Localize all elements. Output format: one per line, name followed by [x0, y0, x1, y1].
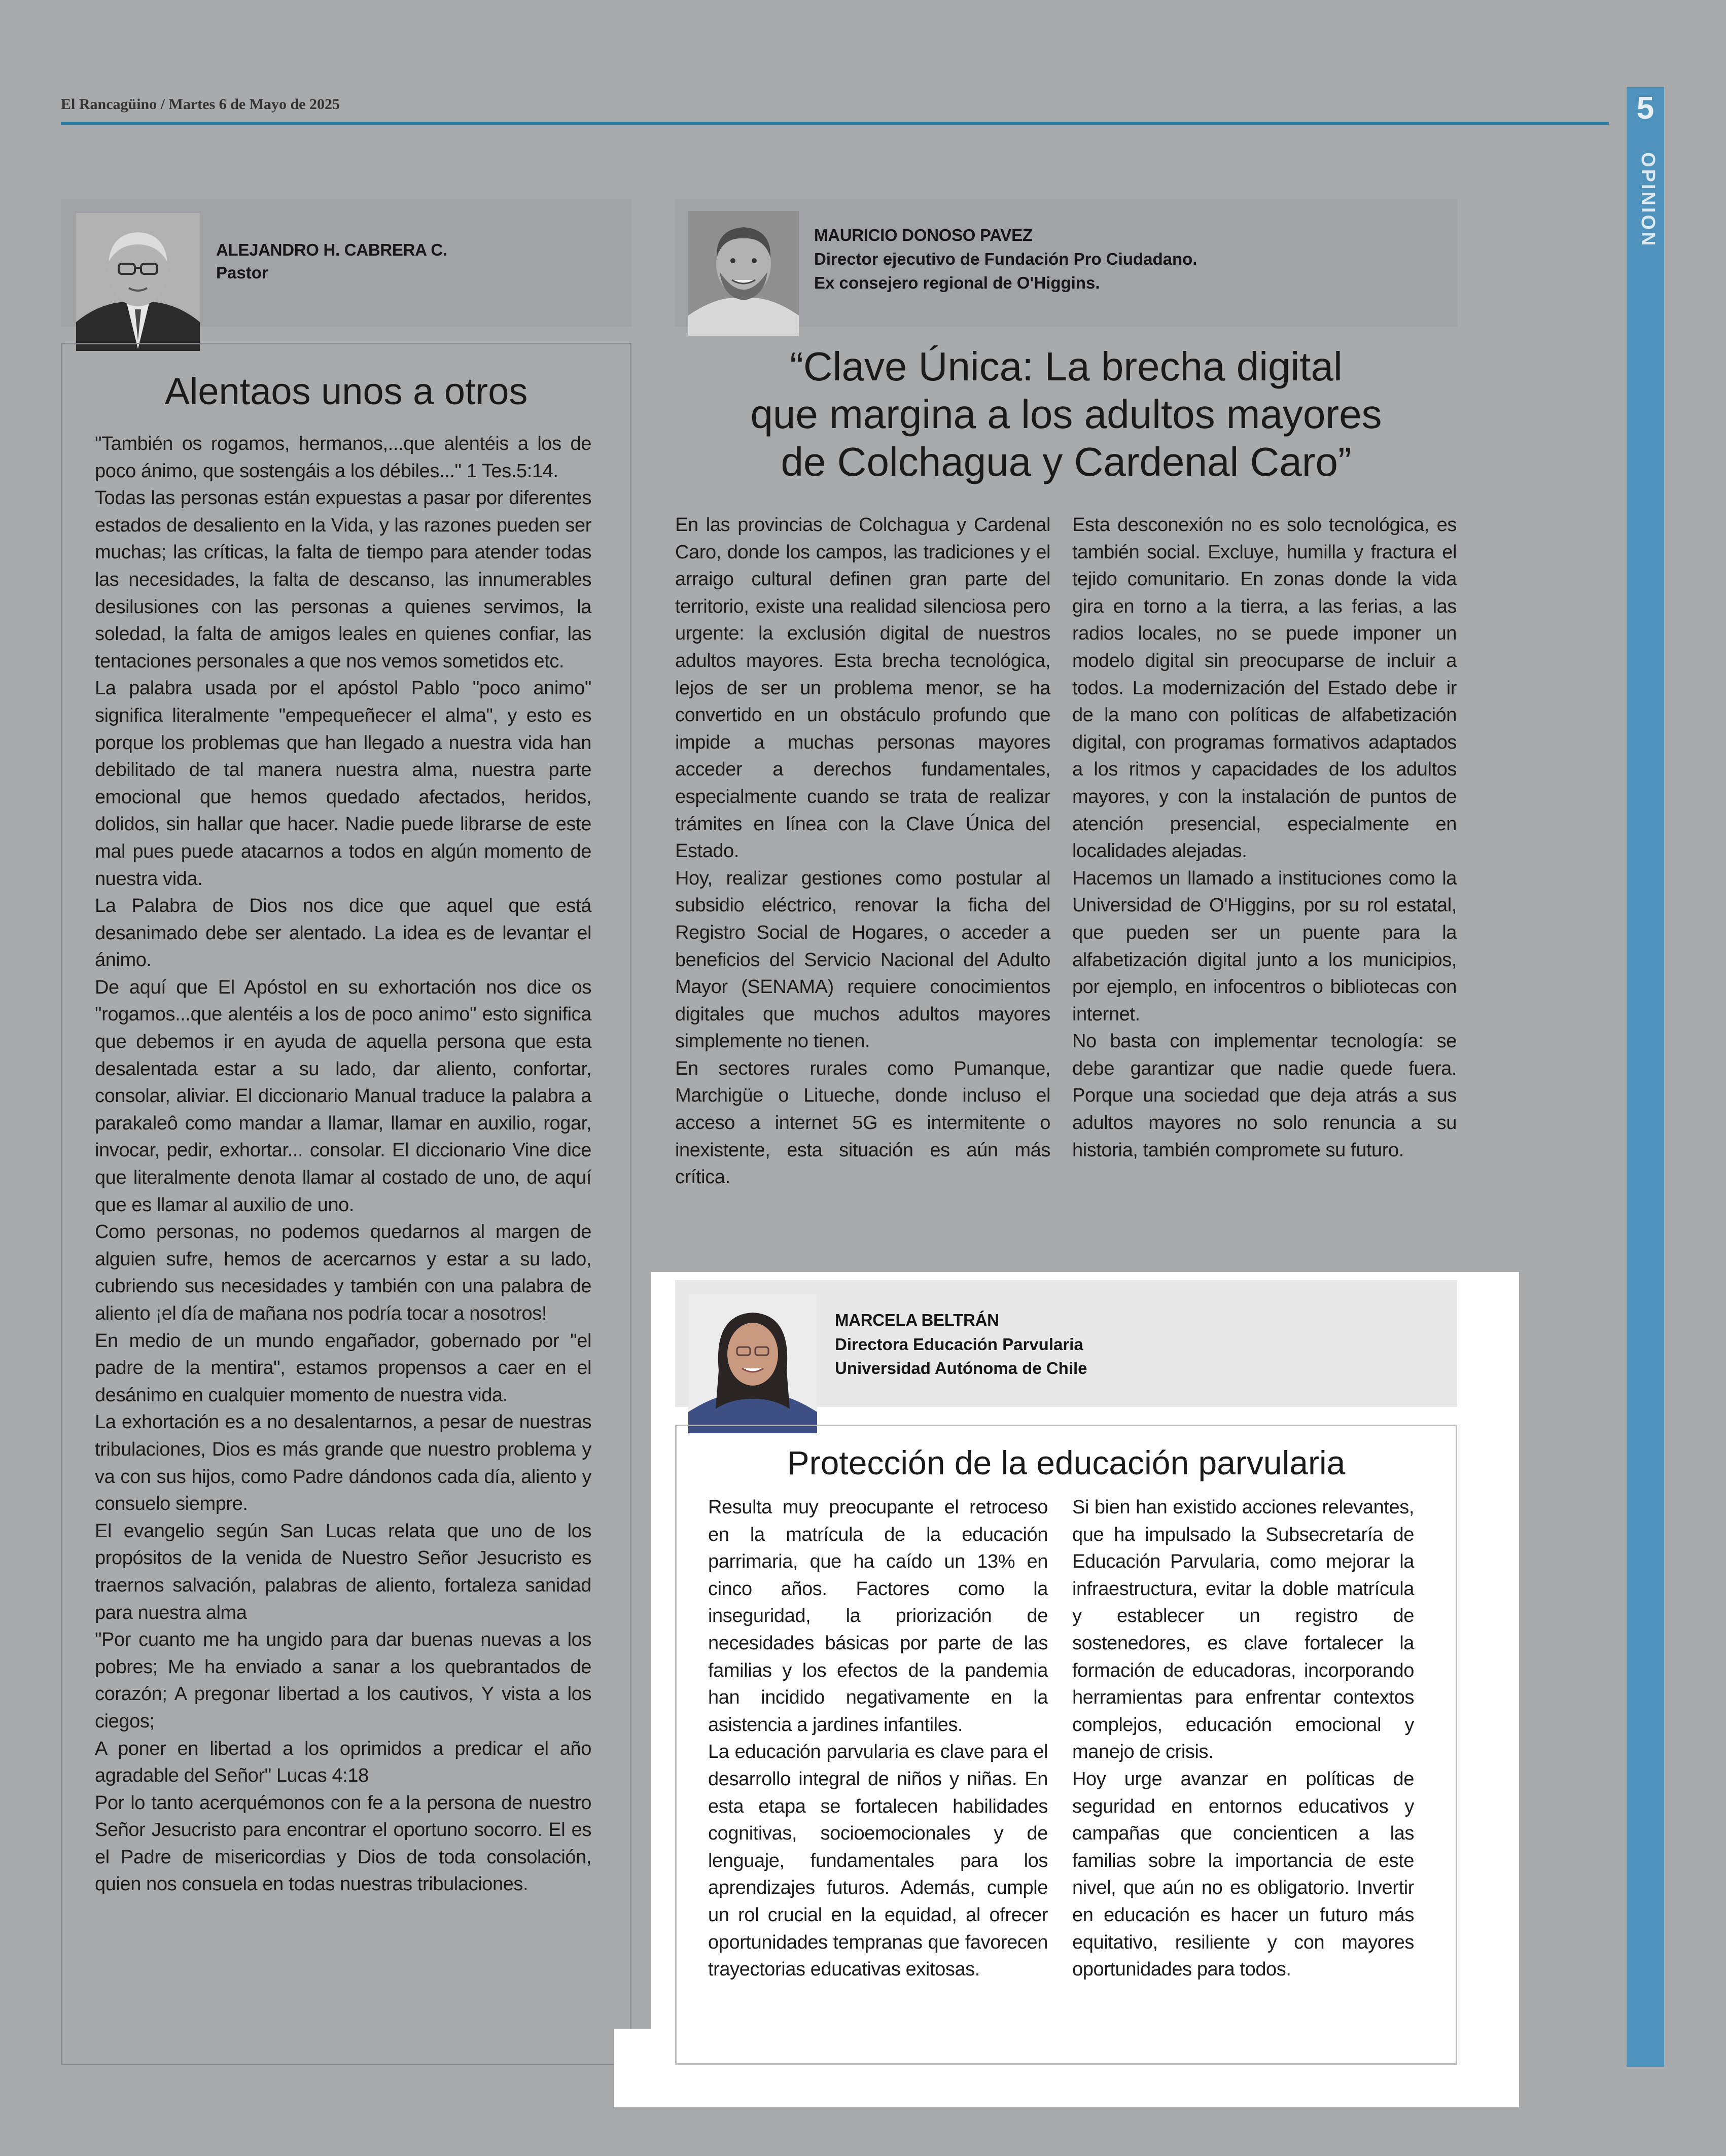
title-line: que margina a los adultos mayores — [750, 392, 1382, 437]
article-body-cabrera — [95, 431, 591, 1898]
author-name-beltran: MARCELA BELTRÁN — [835, 1311, 999, 1329]
paragraph: Resulta muy preocupante el retroceso en la matrícula de la educación parrimaria, que ha caído un 13% en cinco años. Factores como la inseguridad, la priorización de necesidades básicas por parte de las familias y los efectos de la pandemia han incidido negativamente en la asistencia a jardines infantiles. — [708, 1497, 1048, 1736]
section-strip — [1627, 87, 1664, 2067]
paragraph: Hoy urge avanzar en políticas de seguridad en entornos educativos y campañas que concienticen a las familias sobre la importancia de este nivel, que aún no es obligatorio. Invertir en educación es hacer un futuro más equitativo, resiliente y con mayores oportunidades para todos. — [1072, 1768, 1414, 1981]
paragraph: "Por cuanto me ha ungido para dar buenas nuevas a los pobres; Me ha enviado a sanar a los quebrantados de corazón; A pregonar libertad a los cautivos, Y vista a los ciegos; — [95, 1629, 591, 1732]
paragraph: La educación parvularia es clave para el desarrollo integral de niños y niñas. En esta etapa se fortalecen habilidades cognitivas, socioemocionales y de lenguaje, fundamentales para los aprendizajes futuros. Además, cumple un rol crucial en la equidad, al ofrecer oportunidades tempranas que favorecen trayectorias educativas exitosas. — [708, 1741, 1048, 1981]
article-body-beltran-col2 — [1072, 1494, 1414, 1984]
paragraph: En medio de un mundo engañador, gobernado por "el padre de la mentira", estamos propensos a caer en el desánimo en cualquier momento de nuestra vida. — [95, 1330, 591, 1406]
author-photo-beltran — [688, 1294, 817, 1433]
paragraph: Como personas, no podemos quedarnos al margen de alguien sufre, hemos de acercarnos y estar a su lado, cubriendo sus necesidades y también con una palabra de aliento ¡el día de mañana nos podría tocar a nosotros! — [95, 1221, 591, 1324]
portrait-woman-icon — [688, 1294, 817, 1433]
section-label: OPINION — [1637, 152, 1659, 248]
paragraph: La palabra usada por el apóstol Pablo "poco animo" significa literalmente "empequeñecer el alma", y esto es porque los problemas que han llegado a nuestra vida han debilitado de tal manera nuestra alma, nuestra parte emocional que hemos quedado afectados, heridos, dolidos, sin hallar que hacer. Nadie puede librarse de este mal pues puede atacarnos a todos en algún momento de nuestra vida. — [95, 678, 591, 890]
masthead: El Rancagüino / Martes 6 de Mayo de 2025 — [61, 96, 340, 113]
paragraph: En sectores rurales como Pumanque, Marchigüe o Litueche, donde incluso el acceso a internet 5G es intermitente o inexistente, esta situación es aún más crítica. — [675, 1057, 1050, 1188]
paragraph: "También os rogamos, hermanos,...que alentéis a los de poco ánimo, que sostengáis a los débiles..." 1 Tes.5:14. — [95, 433, 591, 482]
paragraph: De aquí que El Apóstol en su exhortación nos dice os "rogamos...que alentéis a los de poco animo" esto significa que debemos ir en ayuda de aquella persona que esta desalentada estar a su lado, dar aliento, confortar, consolar, aliviar. El diccionario Manual traduce la palabra a parakaleô como mandar a llamar, llamar en auxilio, rogar, invocar, pedir, exhortar... consolar. El diccionario Vine dice que literalmente denota llamar al costado de uno, de aquí que es llamar al auxilio de uno. — [95, 976, 591, 1216]
article-body-beltran-col1 — [708, 1494, 1048, 1984]
article-title-beltran: Protección de la educación parvularia — [787, 1444, 1346, 1481]
paragraph: En las provincias de Colchagua y Cardenal Caro, donde los campos, las tradiciones y el arraigo cultural definen gran parte del territorio, existe una realidad silenciosa pero urgente: la exclusión digital de nuestros adultos mayores. Esta brecha tecnológica, lejos de ser un problema menor, se ha convertido en un obstáculo profundo que impide a muchas personas mayores acceder a derechos fundamentales, especialmente cuando se trata de realizar trámites en línea con la Clave Única del Estado. — [675, 514, 1050, 862]
author-photo-donoso — [688, 211, 799, 336]
paragraph: Hacemos un llamado a instituciones como la Universidad de O'Higgins, por su rol estatal, que pueden ser un puente para la alfabetización digital junto a los municipios, por ejemplo, en infocentros o bibliotecas con internet. — [1072, 867, 1457, 1025]
paragraph: La Palabra de Dios nos dice que aquel que está desanimado debe ser alentado. La idea es de levantar el ánimo. — [95, 895, 591, 971]
title-line: “Clave Única: La brecha digital — [790, 344, 1343, 389]
paragraph: No basta con implementar tecnología: se debe garantizar que nadie quede fuera. Porque una sociedad que deja atrás a sus adultos mayores no solo renuncia a su historia, también compromete su futuro. — [1072, 1031, 1457, 1161]
author-role-beltran-line2: Universidad Autónoma de Chile — [835, 1359, 1087, 1377]
author-name-donoso: MAURICIO DONOSO PAVEZ — [814, 226, 1033, 244]
paragraph: A poner en libertad a los oprimidos a predicar el año agradable del Señor" Lucas 4:18 — [95, 1738, 591, 1787]
paragraph: Por lo tanto acerquémonos con fe a la persona de nuestro Señor Jesucristo para encontrar el oportuno socorro. El es el Padre de misericordias y Dios de toda consolación, quien nos consuela en todas nuestras tribulaciones. — [95, 1792, 591, 1895]
author-role-donoso-line2: Ex consejero regional de O'Higgins. — [814, 273, 1100, 292]
article-body-donoso-col1 — [675, 512, 1050, 1191]
author-photo-cabrera — [76, 213, 200, 351]
page-number: 5 — [1636, 91, 1654, 126]
article-title-cabrera: Alentaos unos a otros — [164, 370, 528, 412]
masthead-rule — [61, 122, 1609, 125]
paragraph: La exhortación es a no desalentarnos, a pesar de nuestras tribulaciones, Dios es más grande que nuestro problema y va con sus hijos, como Padre dándonos cada día, aliento y consuelo siempre. — [95, 1411, 591, 1515]
portrait-man-glasses-icon — [76, 213, 200, 351]
article-title-donoso — [675, 343, 1457, 486]
paragraph: Hoy, realizar gestiones como postular al subsidio eléctrico, renovar la ficha del Registro Social de Hogares, o acceder a beneficios del Servicio Nacional del Adulto Mayor (SENAMA) requiere conocimientos digitales que muchos adultos mayores simplemente no tienen. — [675, 867, 1050, 1052]
author-role-beltran-line1: Directora Educación Parvularia — [835, 1335, 1083, 1354]
paragraph: El evangelio según San Lucas relata que uno de los propósitos de la venida de Nuestro Señor Jesucristo es traernos salvación, palabras de aliento, fortaleza sanidad para nuestra alma — [95, 1520, 591, 1623]
title-line: de Colchagua y Cardenal Caro” — [781, 439, 1352, 484]
paragraph: Esta desconexión no es solo tecnológica, es también social. Excluye, humilla y fractura el tejido comunitario. En zonas donde la vida gira en torno a la tierra, a las ferias, a las radios locales, no se puede imponer un modelo digital sin preocuparse de incluir a todos. La modernización del Estado debe ir de la mano con políticas de alfabetización digital, con programas formativos adaptados a los ritmos y capacidades de los adultos mayores, y con la instalación de puntos de atención presencial, especialmente en localidades alejadas. — [1072, 514, 1457, 862]
author-role-cabrera: Pastor — [216, 263, 268, 282]
paragraph: Todas las personas están expuestas a pasar por diferentes estados de desaliento en la Vida, y las razones pueden ser muchas; las críticas, la falta de tiempo para atender todas las necesidades, la falta de descanso, las innumerables desilusiones con las personas a quienes servimos, la soledad, la falta de amigos leales en quienes confiar, las tentaciones personales a que nos vemos sometidos etc. — [95, 487, 591, 672]
author-name-cabrera: ALEJANDRO H. CABRERA C. — [216, 240, 447, 259]
author-role-donoso-line1: Director ejecutivo de Fundación Pro Ciudadano. — [814, 250, 1197, 268]
article-body-donoso-col2 — [1072, 512, 1457, 1164]
portrait-man-smiling-icon — [688, 211, 799, 336]
paragraph: Si bien han existido acciones relevantes, que ha impulsado la Subsecretaría de Educación Parvularia, como mejorar la infraestructura, evitar la doble matrícula y establecer un registro de sostenedores, es clave fortalecer la formación de educadoras, incorporando herramientas para enfrentar contextos complejos, educación emocional y manejo de crisis. — [1072, 1497, 1414, 1763]
